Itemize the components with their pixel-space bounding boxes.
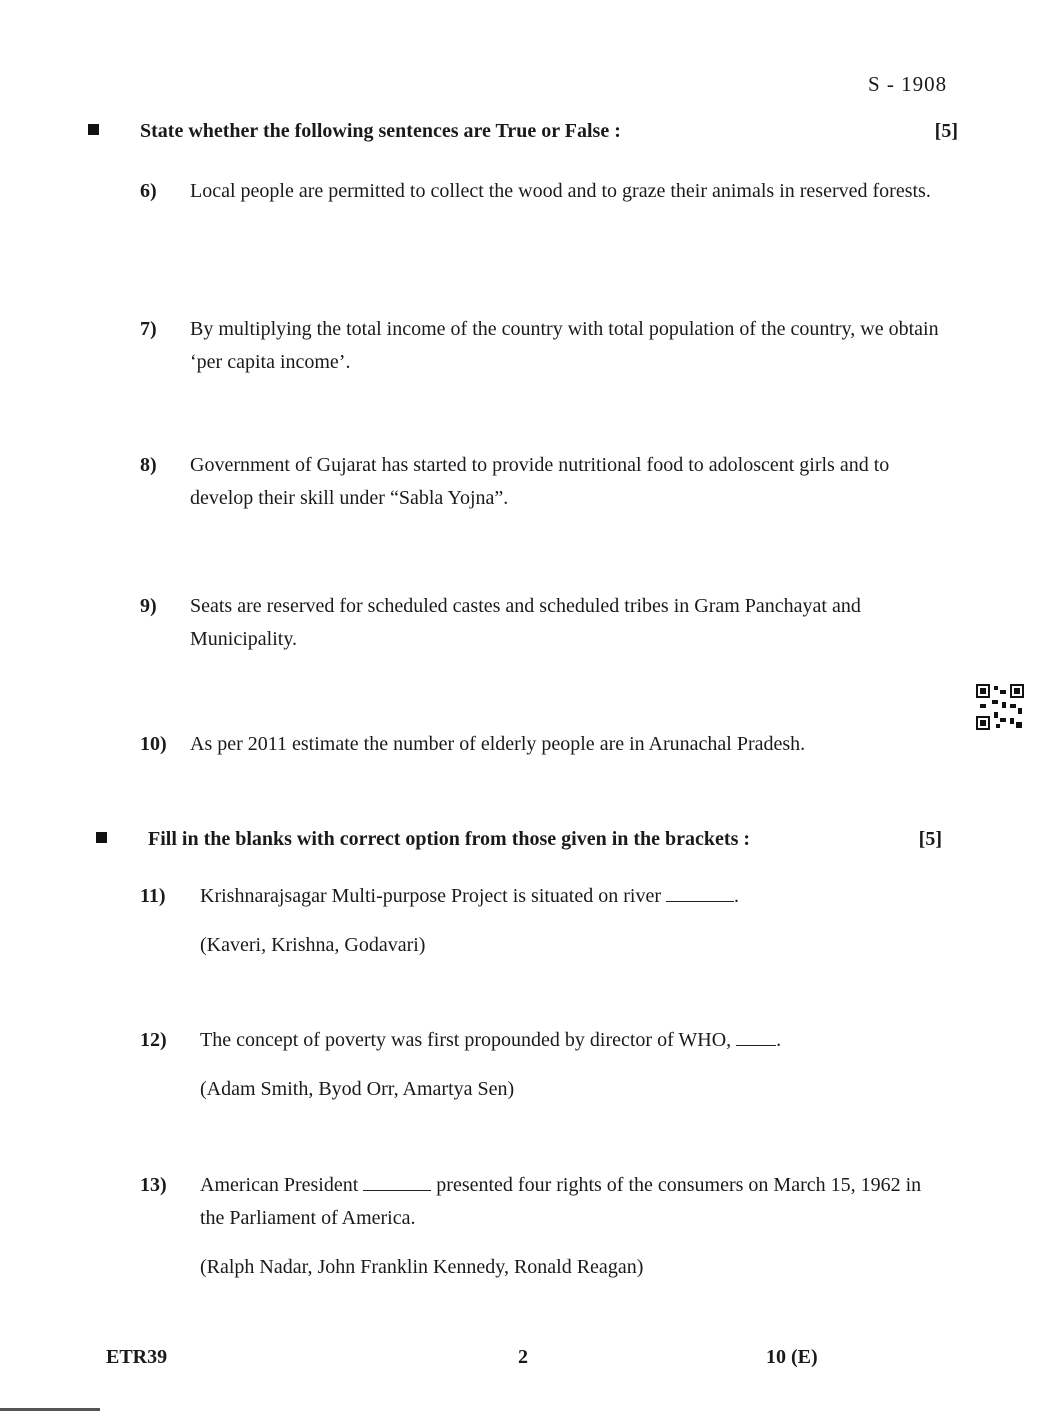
question-number: 13) — [140, 1174, 167, 1196]
question-text: As per 2011 estimate the number of elderly people are in Arunachal Pradesh. — [190, 733, 806, 755]
question-text: Seats are reserved for scheduled castes and scheduled tribes in Gram Panchayat and Municipality. — [190, 595, 861, 650]
bottom-rule — [0, 1408, 100, 1411]
qr-code-icon — [976, 684, 1024, 730]
answer-blank — [363, 1172, 431, 1191]
question-text — [200, 1169, 950, 1235]
question-12 — [140, 1024, 950, 1106]
question-text: Local people are permitted to collect the wood and to graze their animals in reserved forests. — [190, 180, 931, 202]
question-text — [200, 1024, 950, 1057]
question-number: 11) — [140, 885, 166, 907]
question-number: 6) — [140, 180, 157, 202]
footer-code: ETR39 — [106, 1346, 168, 1368]
page-number: 2 — [518, 1346, 528, 1368]
answer-options: (Adam Smith, Byod Orr, Amartya Sen) — [200, 1078, 515, 1100]
question-text-before: American President — [200, 1174, 359, 1196]
question-text: Government of Gujarat has started to provide nutritional food to adoloscent girls and to develop their skill under “Sabla Yojna”. — [190, 454, 890, 509]
answer-blank — [666, 883, 734, 902]
question-text-before: The concept of poverty was first propounded by director of WHO, — [200, 1029, 732, 1051]
question-text-before: Krishnarajsagar Multi-purpose Project is situated on river — [200, 885, 661, 907]
paper-code: S - 1908 — [868, 72, 948, 96]
question-text-after: presented four rights of the consumers on March 15, 1962 in the Parliament of America. — [200, 1174, 922, 1229]
question-number: 10) — [140, 733, 167, 755]
question-8 — [140, 449, 950, 515]
question-text: By multiplying the total income of the country with total population of the country, we obtain ‘per capita income’. — [190, 318, 939, 373]
question-13 — [140, 1169, 950, 1284]
square-bullet-icon — [96, 832, 107, 843]
question-9 — [140, 590, 950, 656]
section-title: Fill in the blanks with correct option from those given in the brackets : — [148, 828, 751, 850]
question-text-after: . — [734, 885, 739, 907]
section-title: State whether the following sentences are True or False : — [140, 120, 621, 142]
section-marks: [5] — [934, 120, 958, 142]
question-number: 12) — [140, 1029, 167, 1051]
question-number: 9) — [140, 595, 157, 617]
question-number: 8) — [140, 454, 157, 476]
square-bullet-icon — [88, 124, 99, 135]
answer-options: (Kaveri, Krishna, Godavari) — [200, 934, 426, 956]
question-11 — [140, 880, 950, 962]
question-6 — [140, 175, 950, 208]
question-number: 7) — [140, 318, 157, 340]
answer-options: (Ralph Nadar, John Franklin Kennedy, Ronald Reagan) — [200, 1256, 644, 1278]
question-7 — [140, 313, 950, 379]
question-10 — [140, 728, 950, 761]
question-text — [200, 880, 950, 913]
section-marks: [5] — [918, 828, 942, 850]
answer-blank — [736, 1027, 776, 1046]
footer-subject-code: 10 (E) — [766, 1346, 818, 1368]
question-text-after: . — [776, 1029, 782, 1051]
